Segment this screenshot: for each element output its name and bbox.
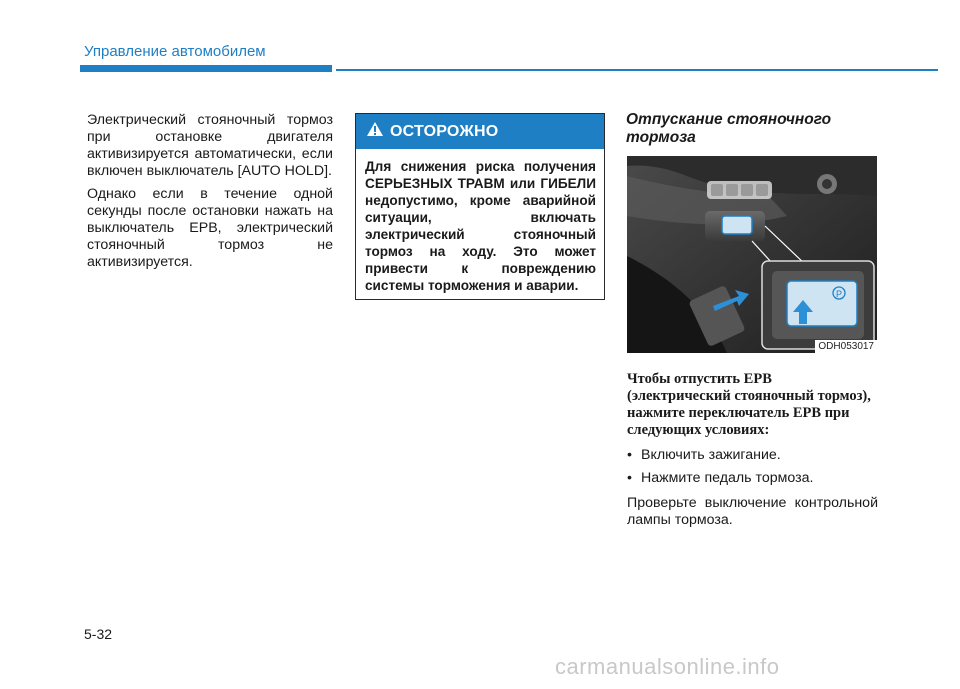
warning-text: Для снижения риска получения СЕРЬЕЗНЫХ ТРАВМ или ГИБЕЛИ недопустимо, кроме аварийной ситуации, включать электрический стояночный тормоз на ходу. Это может привести к повреждению системы торможения и аварии. (365, 159, 596, 293)
epb-switch-figure (627, 156, 877, 353)
list-item (627, 470, 878, 487)
page-number: 5-32 (84, 626, 113, 642)
section-title: Отпускание стояночного тормоза (626, 111, 832, 146)
left-paragraph-2: Однако если в течение одной секунды после остановки нажать на выключатель EPB, электрический стояночный тормоз не активизируется. (87, 186, 333, 270)
section-header: Управление автомобилем (84, 43, 266, 60)
right-column-bottom (627, 371, 878, 529)
warning-box (355, 113, 605, 300)
warning-title: ОСТОРОЖНО (390, 122, 499, 140)
bullet-dot: • (627, 447, 632, 463)
header-rule-thin (336, 69, 938, 71)
figure-code: ODH053017 (815, 340, 877, 353)
list-item (627, 447, 878, 464)
svg-text:P: P (835, 289, 843, 299)
watermark: carmanualsonline.info (555, 654, 780, 679)
bullet-text: Нажмите педаль тормоза. (641, 470, 814, 486)
warning-header (356, 114, 604, 149)
bullet-dot: • (627, 470, 632, 486)
warning-triangle-icon (366, 121, 384, 142)
right-column-top (626, 111, 878, 147)
header-rule-thick (80, 65, 332, 72)
release-instruction: Чтобы отпустить EPB (электрический стояночный тормоз), нажмите переключатель EPB при следующих условиях: (627, 371, 871, 438)
bullet-text: Включить зажигание. (641, 447, 781, 463)
check-paragraph: Проверьте выключение контрольной лампы тормоза. (627, 495, 878, 528)
left-column (87, 112, 333, 277)
left-paragraph-1: Электрический стояночный тормоз при остановке двигателя активизируется автоматически, если включен выключатель [AUTO HOLD]. (87, 112, 333, 179)
dashboard-illustration (627, 156, 877, 353)
